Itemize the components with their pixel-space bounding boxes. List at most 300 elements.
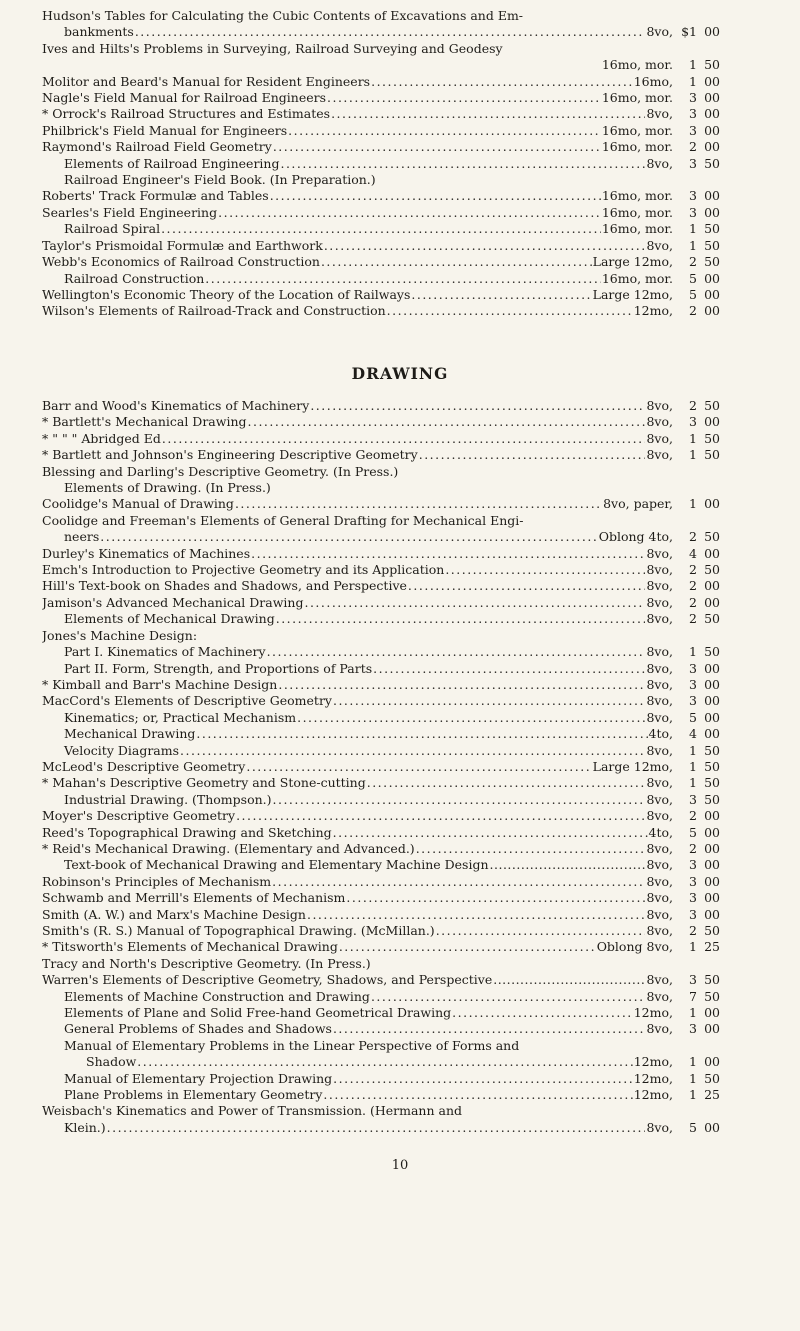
price-dollars: 2 xyxy=(689,398,697,413)
entry-price xyxy=(676,726,720,742)
entry-title: Text-book of Mechanical Drawing and Elementary Machine Design xyxy=(64,857,489,873)
catalog-entry xyxy=(42,496,720,512)
price-dollars: 3 xyxy=(689,972,697,988)
catalog-entry-continuation xyxy=(42,1120,720,1136)
entry-format: 8vo, xyxy=(646,873,673,889)
catalog-entry xyxy=(42,939,720,955)
entry-title-line xyxy=(42,710,673,726)
price-cents: 50 xyxy=(704,988,720,1004)
entry-title: Roberts' Track Formulæ and Tables xyxy=(42,188,269,204)
entry-title-line xyxy=(42,156,673,172)
leader-dots xyxy=(280,156,645,172)
entry-title: * Bartlett's Mechanical Drawing xyxy=(42,414,247,430)
catalog-entry xyxy=(42,238,720,254)
leader-dots xyxy=(333,1071,633,1087)
entry-title: Hill's Text-book on Shades and Shadows, and Perspective xyxy=(42,578,407,594)
entry-title: Reed's Topographical Drawing and Sketching xyxy=(42,824,332,840)
entry-format: 12mo, xyxy=(633,1054,673,1070)
entry-price xyxy=(676,271,720,287)
catalog-entry-continuation xyxy=(42,24,720,40)
entry-title-line xyxy=(42,1071,673,1087)
price-cents: 00 xyxy=(704,906,720,922)
leader-dots xyxy=(236,808,645,824)
entry-title-line xyxy=(42,398,673,414)
price-dollars: 3 xyxy=(689,1021,697,1037)
catalog-entry xyxy=(42,890,720,906)
price-dollars: 1 xyxy=(689,221,697,237)
entry-title: Elements of Railroad Engineering xyxy=(64,155,280,171)
entry-title: Philbrick's Field Manual for Engineers xyxy=(42,122,288,138)
entry-format: 8vo, xyxy=(646,923,673,938)
leader-dots xyxy=(273,792,646,808)
catalog-entry xyxy=(42,562,720,578)
leader-dots xyxy=(310,398,645,414)
entry-title: Part I. Kinematics of Machinery xyxy=(64,644,266,660)
entry-title: Kinematics; or, Practical Mechanism xyxy=(64,709,297,725)
entry-price xyxy=(676,874,720,890)
entry-format: 16mo, mor. xyxy=(601,204,673,220)
entry-price xyxy=(676,661,720,677)
entry-title: Smith's (R. S.) Manual of Topographical Drawing. (McMillan.) xyxy=(42,923,435,938)
leader-dots xyxy=(135,24,646,40)
entry-title: Blessing and Darling's Descriptive Geometry. (In Press.) xyxy=(42,463,399,479)
price-dollars: 2 xyxy=(689,139,697,155)
entry-price xyxy=(676,562,720,578)
entry-title: * Bartlett and Johnson's Engineering Descriptive Geometry xyxy=(42,447,418,463)
catalog-entry xyxy=(42,644,720,660)
entry-price xyxy=(676,743,720,759)
price-cents: 00 xyxy=(704,824,720,840)
entry-price xyxy=(676,1087,720,1103)
entry-title-line xyxy=(42,496,673,512)
price-cents: 25 xyxy=(704,1087,720,1103)
price-cents: 00 xyxy=(704,73,720,89)
entry-format: 8vo, xyxy=(646,545,673,561)
leader-dots xyxy=(419,447,646,463)
catalog-entry xyxy=(42,661,720,677)
price-dollars: 4 xyxy=(689,545,697,561)
entry-title-line xyxy=(42,221,673,237)
entry-format: 8vo, xyxy=(646,988,673,1004)
leader-dots xyxy=(288,123,601,139)
entry-title-line xyxy=(42,447,673,463)
price-cents: 00 xyxy=(704,414,720,430)
price-dollars: 3 xyxy=(689,676,697,692)
entry-title: Wellington's Economic Theory of the Location of Railways xyxy=(42,286,411,302)
price-dollars: 3 xyxy=(689,90,697,106)
entry-format: 8vo, xyxy=(646,693,673,709)
entry-price xyxy=(676,857,720,873)
price-cents: 50 xyxy=(704,254,720,270)
leader-dots xyxy=(333,1021,646,1037)
catalog-entry xyxy=(42,513,720,529)
entry-title-line xyxy=(42,1087,673,1103)
price-cents: 50 xyxy=(704,237,720,253)
price-cents: 50 xyxy=(704,562,720,578)
entry-title-line xyxy=(42,480,673,496)
leader-dots xyxy=(371,989,646,1005)
entry-continuation-line xyxy=(42,1054,673,1070)
leader-dots xyxy=(267,644,646,660)
price-dollars: 1 xyxy=(689,644,697,660)
entry-title: Jones's Machine Design: xyxy=(42,627,198,643)
catalog-entry xyxy=(42,743,720,759)
leader-dots xyxy=(367,775,646,791)
entry-title-line xyxy=(42,205,673,221)
entry-title: McLeod's Descriptive Geometry xyxy=(42,758,246,774)
entry-format: 8vo, paper, xyxy=(603,496,673,512)
entry-title-line xyxy=(42,677,673,693)
entry-title-line xyxy=(42,644,673,660)
catalog-entry xyxy=(42,139,720,155)
price-cents: 50 xyxy=(704,57,720,73)
entry-title: Emch's Introduction to Projective Geometry and its Application xyxy=(42,562,445,578)
entry-title: Jamison's Advanced Mechanical Drawing xyxy=(42,594,304,610)
leader-dots xyxy=(137,1054,632,1070)
leader-dots xyxy=(411,287,591,303)
entry-price xyxy=(676,595,720,611)
price-cents: 00 xyxy=(704,676,720,692)
catalog-entry xyxy=(42,759,720,775)
price-dollars: 3 xyxy=(689,204,697,220)
entry-title-continuation: neers xyxy=(64,529,100,545)
entry-title: Mechanical Drawing xyxy=(64,726,196,742)
price-cents: 00 xyxy=(704,204,720,220)
entry-format: 16mo, mor. xyxy=(601,188,673,204)
leader-dots xyxy=(323,1087,632,1103)
entry-continuation-line xyxy=(42,1120,673,1136)
catalog-entry xyxy=(42,710,720,726)
entry-title-line xyxy=(42,1038,673,1054)
entry-title: * Reid's Mechanical Drawing. (Elementary and Advanced.) xyxy=(42,840,415,856)
entry-format: 8vo, xyxy=(646,906,673,922)
price-dollars: 2 xyxy=(689,923,697,938)
catalog-entry xyxy=(42,1021,720,1037)
catalog-entry xyxy=(42,1087,720,1103)
catalog-entry xyxy=(42,989,720,1005)
leader-dots xyxy=(205,271,601,287)
catalog-entry xyxy=(42,287,720,303)
price-cents: 50 xyxy=(704,221,720,237)
catalog-entry xyxy=(42,156,720,172)
entry-format: 8vo, xyxy=(646,857,673,873)
entry-format: 8vo, xyxy=(646,644,673,660)
leader-dots xyxy=(436,923,646,939)
entry-title-line xyxy=(42,1103,673,1119)
entry-price xyxy=(676,398,720,414)
price-dollars: 3 xyxy=(689,414,697,430)
price-cents: 50 xyxy=(704,611,720,627)
entry-format: 12mo, xyxy=(633,1087,673,1103)
entry-format: 8vo, xyxy=(646,155,673,171)
entry-title: Barr and Wood's Kinematics of Machinery xyxy=(42,398,310,413)
price-cents: 50 xyxy=(704,923,720,938)
price-cents: 25 xyxy=(704,939,720,955)
entry-price xyxy=(676,1021,720,1037)
catalog-entry xyxy=(42,775,720,791)
leader-dots xyxy=(373,661,645,677)
entry-price xyxy=(676,808,720,824)
entry-title: Wilson's Elements of Railroad-Track and Construction xyxy=(42,303,386,319)
entry-title-line xyxy=(42,90,673,106)
price-dollars: 2 xyxy=(689,840,697,856)
leader-dots xyxy=(304,595,645,611)
entry-title: Raymond's Railroad Field Geometry xyxy=(42,139,272,155)
price-dollars: 3 xyxy=(689,106,697,122)
entry-title: Plane Problems in Elementary Geometry xyxy=(64,1087,323,1103)
entry-title: Durley's Kinematics of Machines xyxy=(42,545,251,561)
catalog-entry xyxy=(42,857,720,873)
price-dollars: 1 xyxy=(689,1005,697,1021)
leader-dots xyxy=(273,139,601,155)
entry-title: Manual of Elementary Projection Drawing xyxy=(64,1070,333,1086)
entry-format: 8vo, xyxy=(646,24,673,40)
entry-price xyxy=(676,123,720,139)
entry-format: 4to, xyxy=(648,726,673,742)
catalog-entry xyxy=(42,271,720,287)
entry-title: * Mahan's Descriptive Geometry and Stone-cutting xyxy=(42,775,366,791)
entry-title-line xyxy=(42,172,673,188)
entry-price xyxy=(676,431,720,447)
leader-dots xyxy=(416,841,646,857)
entry-title-line xyxy=(42,271,673,287)
catalog-entry xyxy=(42,90,720,106)
catalog-entry xyxy=(42,808,720,824)
price-cents: 50 xyxy=(704,529,720,545)
entry-title-line xyxy=(42,303,673,319)
entry-price xyxy=(676,972,720,988)
entry-title-line xyxy=(42,956,673,972)
leader-dots xyxy=(180,743,645,759)
entry-format: 8vo, xyxy=(646,1021,673,1037)
section-heading-drawing: DRAWING xyxy=(351,364,449,383)
entry-price xyxy=(676,221,720,237)
price-dollars: 1 xyxy=(689,758,697,774)
entry-title: Moyer's Descriptive Geometry xyxy=(42,808,236,824)
price-cents: 00 xyxy=(704,1005,720,1021)
price-dollars: 3 xyxy=(689,873,697,889)
price-cents: 50 xyxy=(704,644,720,660)
price-cents: 50 xyxy=(704,398,720,413)
entry-format: 8vo, xyxy=(646,660,673,676)
catalog-entry xyxy=(42,41,720,57)
entry-format: 16mo, mor. xyxy=(601,270,673,286)
price-dollars: $1 xyxy=(681,24,697,40)
entry-title-line xyxy=(42,874,673,890)
entry-price xyxy=(676,156,720,172)
entry-price xyxy=(676,496,720,512)
entry-title: * " " " Abridged Ed xyxy=(42,430,161,446)
catalog-entry xyxy=(42,792,720,808)
entry-title-line xyxy=(42,546,673,562)
entry-continuation-line xyxy=(42,57,673,73)
entry-format: 4to, xyxy=(648,824,673,840)
price-dollars: 3 xyxy=(689,660,697,676)
price-cents: 00 xyxy=(704,270,720,286)
catalog-entry xyxy=(42,1071,720,1087)
leader-dots xyxy=(339,939,596,955)
entry-format: 8vo, xyxy=(646,742,673,758)
price-cents: 00 xyxy=(704,808,720,824)
catalog-entry xyxy=(42,841,720,857)
catalog-entry-continuation xyxy=(42,57,720,73)
entry-title: Nagle's Field Manual for Railroad Engineers xyxy=(42,90,327,106)
entry-price xyxy=(676,989,720,1005)
entry-title-line xyxy=(42,513,673,529)
price-dollars: 2 xyxy=(689,303,697,319)
catalog-entry xyxy=(42,726,720,742)
entry-title-line xyxy=(42,939,673,955)
leader-dots xyxy=(270,188,601,204)
entry-price xyxy=(676,907,720,923)
price-cents: 50 xyxy=(704,155,720,171)
price-dollars: 1 xyxy=(689,939,697,955)
price-cents: 00 xyxy=(704,857,720,873)
catalog-entry xyxy=(42,414,720,430)
entry-title-line xyxy=(42,74,673,90)
entry-title-line xyxy=(42,890,673,906)
entry-title: Smith (A. W.) and Marx's Machine Design xyxy=(42,906,306,922)
entry-format: 12mo, xyxy=(633,1005,673,1021)
catalog-entry-continuation xyxy=(42,1054,720,1070)
price-dollars: 7 xyxy=(689,988,697,1004)
leader-dots xyxy=(246,759,591,775)
entry-title: Velocity Diagrams xyxy=(64,742,180,758)
entry-price xyxy=(676,939,720,955)
entry-price xyxy=(676,1005,720,1021)
leader-dots xyxy=(408,578,646,594)
catalog-entry xyxy=(42,188,720,204)
entry-title-line xyxy=(42,188,673,204)
entry-title-line xyxy=(42,562,673,578)
leader-dots xyxy=(387,303,633,319)
entry-title: Part II. Form, Strength, and Proportions of Parts xyxy=(64,660,373,676)
entry-format: 8vo, xyxy=(646,106,673,122)
leader-dots xyxy=(276,611,646,627)
price-cents: 00 xyxy=(704,890,720,906)
price-cents: 50 xyxy=(704,775,720,791)
entry-title-continuation: bankments xyxy=(64,24,134,40)
entry-format: 16mo, mor. xyxy=(601,57,673,73)
entry-title-line xyxy=(42,123,673,139)
price-dollars: 1 xyxy=(689,742,697,758)
entry-title: Webb's Economics of Railroad Construction xyxy=(42,254,320,270)
price-cents: 00 xyxy=(704,303,720,319)
catalog-entry xyxy=(42,578,720,594)
price-cents: 00 xyxy=(704,709,720,725)
price-cents: 50 xyxy=(704,758,720,774)
price-cents: 00 xyxy=(704,594,720,610)
entry-format: 8vo, xyxy=(646,447,673,463)
price-dollars: 1 xyxy=(689,447,697,463)
price-cents: 00 xyxy=(704,106,720,122)
entry-price xyxy=(676,172,720,188)
entry-price xyxy=(676,447,720,463)
price-cents: 00 xyxy=(704,286,720,302)
entry-price xyxy=(676,1071,720,1087)
price-dollars: 4 xyxy=(689,726,697,742)
price-cents: 00 xyxy=(704,496,720,512)
price-dollars: 3 xyxy=(689,122,697,138)
entry-title-line xyxy=(42,661,673,677)
entry-title: General Problems of Shades and Shadows xyxy=(64,1021,332,1037)
price-dollars: 3 xyxy=(689,693,697,709)
entry-price xyxy=(676,578,720,594)
catalog-entry xyxy=(42,1038,720,1054)
price-cents: 00 xyxy=(704,873,720,889)
entry-title-line xyxy=(42,8,673,24)
catalog-entry xyxy=(42,480,720,496)
leader-dots xyxy=(278,677,645,693)
entry-format: 16mo, mor. xyxy=(601,139,673,155)
entry-price xyxy=(676,628,720,644)
entry-format: 8vo, xyxy=(646,430,673,446)
entry-price xyxy=(676,890,720,906)
entry-format: 8vo, xyxy=(646,578,673,594)
entry-title-line xyxy=(42,743,673,759)
entry-price xyxy=(676,139,720,155)
leader-dots xyxy=(307,907,646,923)
entry-title-line xyxy=(42,989,673,1005)
railroad-engineering-list xyxy=(42,8,720,320)
entry-title-line xyxy=(42,287,673,303)
leader-dots xyxy=(218,205,601,221)
entry-title-line xyxy=(42,41,673,57)
entry-title-line xyxy=(42,595,673,611)
entry-price xyxy=(676,24,720,40)
entry-title: Searles's Field Engineering xyxy=(42,204,218,220)
entry-title: Coolidge and Freeman's Elements of General Drafting for Mechanical Engi- xyxy=(42,512,524,528)
entry-title: Railroad Spiral xyxy=(64,221,161,237)
leader-dots xyxy=(452,1005,633,1021)
price-dollars: 1 xyxy=(689,430,697,446)
entry-format: 12mo, xyxy=(633,1070,673,1086)
leader-dots xyxy=(321,254,592,270)
entry-format: 8vo, xyxy=(646,594,673,610)
leader-dots xyxy=(324,238,646,254)
entry-price xyxy=(676,759,720,775)
price-cents: 50 xyxy=(704,972,720,988)
entry-price xyxy=(676,546,720,562)
entry-title: * Kimball and Barr's Machine Design xyxy=(42,676,278,692)
entry-price xyxy=(676,677,720,693)
entry-title-line xyxy=(42,139,673,155)
price-cents: 50 xyxy=(704,430,720,446)
price-cents: 00 xyxy=(704,1021,720,1037)
entry-format: 8vo, xyxy=(646,1119,673,1135)
leader-dots xyxy=(333,693,646,709)
entry-title: Railroad Construction xyxy=(64,270,205,286)
price-cents: 50 xyxy=(704,1070,720,1086)
entry-title-line xyxy=(42,775,673,791)
catalog-entry xyxy=(42,874,720,890)
price-cents: 00 xyxy=(704,122,720,138)
price-dollars: 3 xyxy=(689,155,697,171)
entry-title-line xyxy=(42,414,673,430)
entry-format: Large 12mo, xyxy=(592,254,673,270)
entry-price xyxy=(676,106,720,122)
leader-dots xyxy=(371,74,633,90)
price-cents: 00 xyxy=(704,660,720,676)
leader-dots xyxy=(251,546,645,562)
entry-title: Tracy and North's Descriptive Geometry. (In Press.) xyxy=(42,955,371,971)
entry-title: Railroad Engineer's Field Book. (In Preparation.) xyxy=(64,172,376,188)
entry-price xyxy=(676,303,720,319)
entry-price xyxy=(676,611,720,627)
entry-title-line xyxy=(42,808,673,824)
price-cents: 00 xyxy=(704,693,720,709)
entry-format: 8vo, xyxy=(646,414,673,430)
